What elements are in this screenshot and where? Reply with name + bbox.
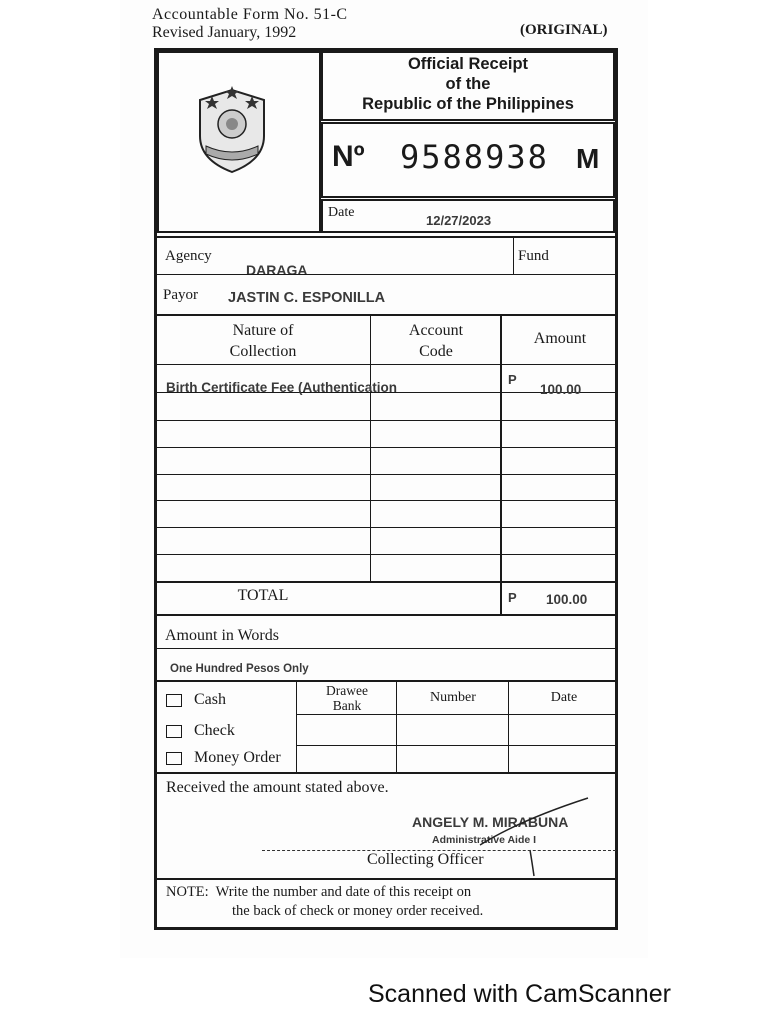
check-checkbox[interactable] <box>166 725 182 738</box>
total-label: TOTAL <box>237 587 289 604</box>
divider-number <box>396 680 397 772</box>
payor-value: JASTIN C. ESPONILLA <box>228 290 386 306</box>
row-line <box>154 420 618 421</box>
money-order-checkbox[interactable] <box>166 752 182 765</box>
number-header: Number <box>430 690 476 705</box>
note-line-2: the back of check or money order received. <box>232 903 484 919</box>
drawee-line-2: Bank <box>332 698 362 713</box>
received-text: Received the amount stated above. <box>166 779 389 796</box>
officer-name: ANGELY M. MIRABUNA <box>412 814 569 830</box>
receipt-number: 9588938 <box>400 138 549 176</box>
divider-fund <box>513 236 514 274</box>
signature-icon <box>470 790 600 880</box>
agency-value: DARAGA <box>246 262 308 278</box>
copy-label: (ORIGINAL) <box>520 22 608 38</box>
scanner-watermark: Scanned with CamScanner <box>368 980 671 1008</box>
divider-col-amount <box>500 314 502 614</box>
number-label: Nº <box>332 140 365 173</box>
form-number: Accountable Form No. 51-C <box>152 6 348 23</box>
total-peso-sign: P <box>508 590 517 605</box>
receipt-series: M <box>576 143 600 174</box>
date-header: Date <box>550 690 578 705</box>
amount-words-value: One Hundred Pesos Only <box>170 663 309 675</box>
header-code-line-2: Code <box>419 343 453 360</box>
note-line-1: NOTE: Write the number and date of this receipt on <box>166 884 472 900</box>
check-label: Check <box>194 722 235 739</box>
divider-drawee <box>296 680 297 772</box>
divider-received-top <box>154 772 618 774</box>
row-amount: 100.00 <box>540 382 582 397</box>
divider-col-code <box>370 314 371 582</box>
philippine-seal-icon <box>192 86 272 178</box>
cash-label: Cash <box>194 691 226 708</box>
drawee-bank-header <box>298 683 396 713</box>
row-line <box>154 527 618 528</box>
total-amount: 100.00 <box>546 592 588 607</box>
divider-words-mid <box>154 648 618 649</box>
header-nature-line-1: Nature of <box>232 322 294 339</box>
divider-words-top <box>154 614 618 616</box>
row-peso-sign: P <box>508 372 517 387</box>
divider-table-top <box>154 314 618 316</box>
header-nature-line-2: Collection <box>229 343 297 360</box>
divider-payment-top <box>154 680 618 682</box>
amount-words-label: Amount in Words <box>165 627 279 644</box>
title-line-1: Official Receipt <box>407 55 529 73</box>
row-line <box>154 364 618 365</box>
fund-label: Fund <box>518 248 549 264</box>
agency-label: Agency <box>165 248 212 264</box>
row-line <box>154 447 618 448</box>
row-line <box>154 474 618 475</box>
payor-label: Payor <box>163 287 198 303</box>
header-nature <box>156 320 370 362</box>
collecting-officer-label: Collecting Officer <box>367 851 484 868</box>
divider-note-top <box>154 878 618 880</box>
money-order-label: Money Order <box>194 749 281 766</box>
title-line-3: Republic of the Philippines <box>362 95 574 113</box>
row-line <box>154 554 618 555</box>
cash-checkbox[interactable] <box>166 694 182 707</box>
header-account-code <box>372 320 500 362</box>
receipt-title <box>321 54 615 114</box>
row-line <box>154 500 618 501</box>
revision-date: Revised January, 1992 <box>152 24 297 41</box>
drawee-line-1: Drawee <box>326 683 368 698</box>
date-label: Date <box>328 205 355 220</box>
header-code-line-1: Account <box>408 322 464 339</box>
header-amount: Amount <box>533 330 587 347</box>
row-nature: Birth Certificate Fee (Authentication <box>166 380 398 395</box>
divider-agency-top <box>154 236 618 238</box>
divider-payor-top <box>154 274 618 275</box>
title-line-2: of the <box>445 75 491 93</box>
receipt-date: 12/27/2023 <box>426 213 492 228</box>
divider-total-top <box>154 581 618 583</box>
payment-row-line <box>296 745 618 746</box>
payment-row-line <box>296 714 618 715</box>
divider-date <box>508 680 509 772</box>
officer-title: Administrative Aide I <box>432 834 537 846</box>
